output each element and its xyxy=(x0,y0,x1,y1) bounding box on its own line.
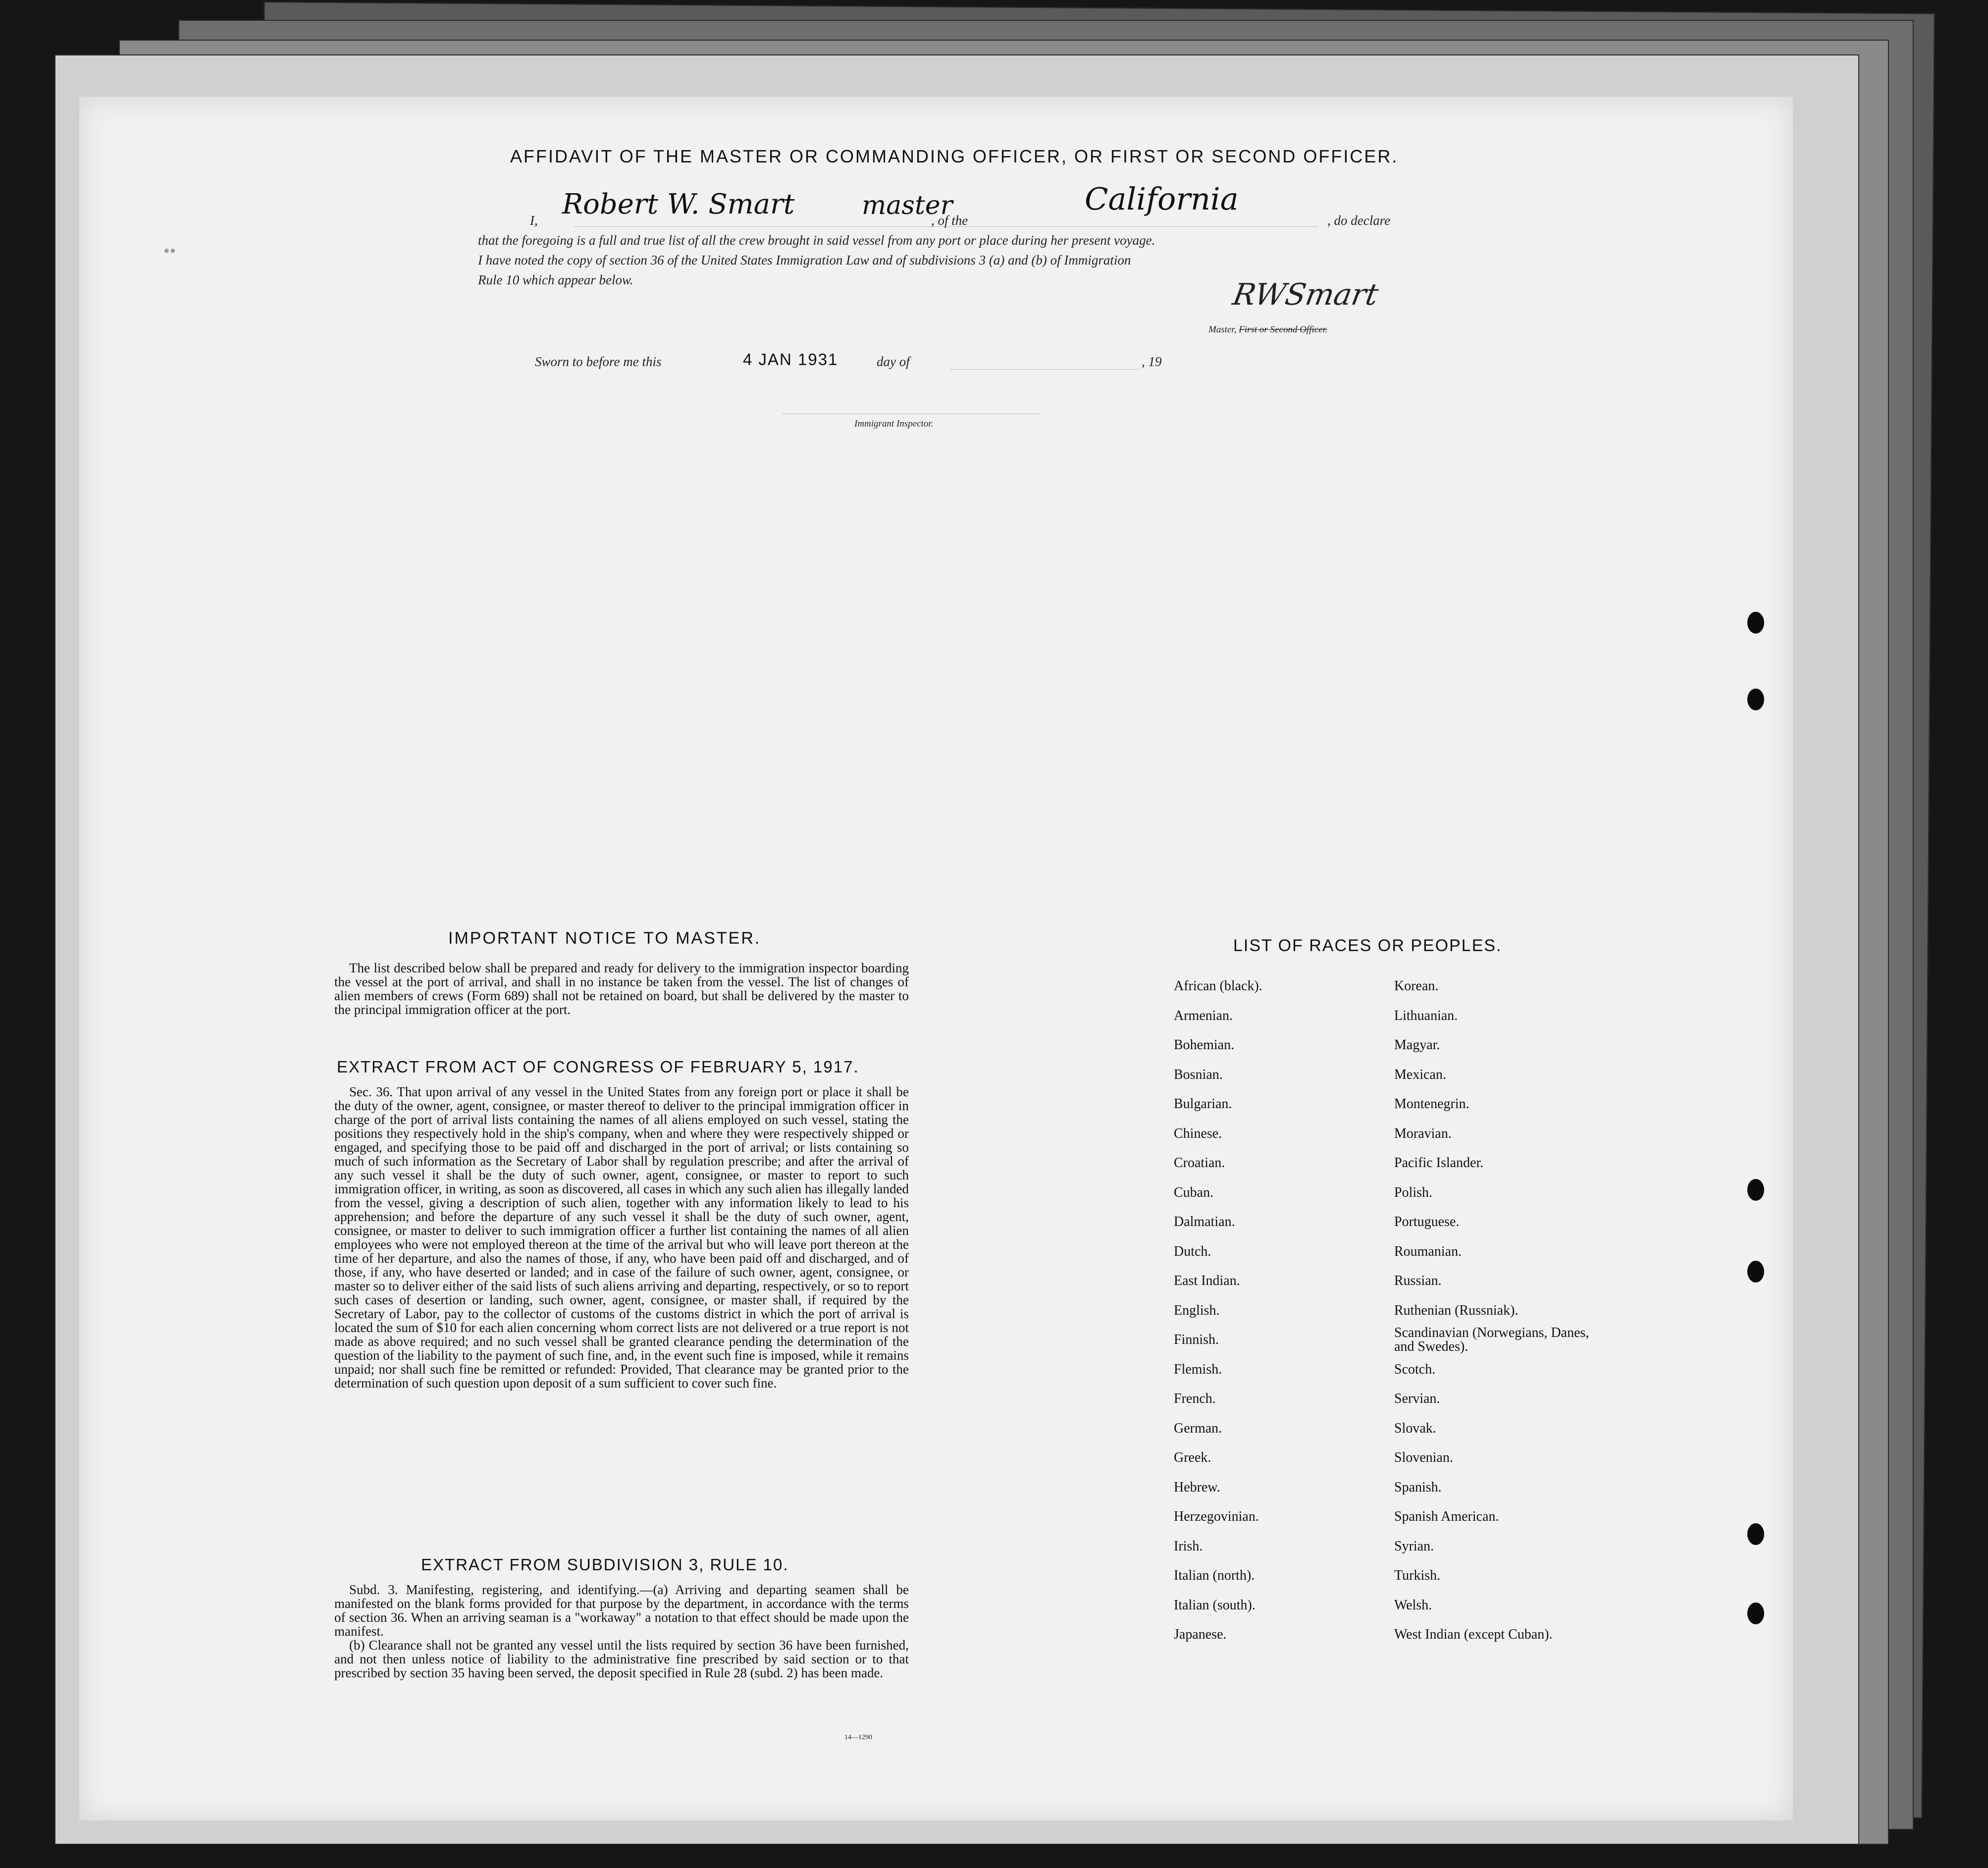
affidavit-line-4: Rule 10 which appear below. xyxy=(478,272,633,287)
race-item: Polish. xyxy=(1394,1184,1433,1200)
extract-act-paragraph: Sec. 36. That upon arrival of any vessel in the United States from any foreign port or place it shall be the duty of the owner, agent, consignee, or master thereof to deliver to the principal immigration officer in charge of the port of arrival lists containing the names of all aliens employed on such vessel, stating the positions they respectively hold in the ship's company, when and where they were respectively shipped or engaged, and specifying those to be paid off and discharged in the port of arrival; or lists containing so much of such information as the Secretary of Labor shall by regulation prescribe; and after the arrival of any such vessel it shall be the duty of such owner, agent, consignee, or master to report to such immigration officer, in writing, as soon as discovered, all cases in which any such alien has illegally landed from the vessel, giving a description of such alien, together with any information likely to lead to his apprehension; and before the departure of any such vessel it shall be the duty of such owner, agent, consignee, or master to deliver to such immigration officer a further list containing the names of all alien employees who were not employed thereon at the time of the arrival but who will leave port thereon at the time of her departure, and also the names of those, if any, who have been paid off and discharged, and of those, if any, who have deserted or landed; and in case of the failure of such owner, agent, consignee, or master so to deliver either of the said lists of such aliens arriving and departing, respectively, or so to report such cases of desertion or landing, such owner, agent, consignee, or master shall, if required by the Secretary of Labor, pay to the collector of customs of the customs district in which the port of arrival is located the sum of $10 for each alien concerning whom correct lists are not delivered or a true report is not made as above required; and no such vessel shall be granted clearance pending the determination of the question of the liability to the payment of such fine, and, in the event such fine is imposed, while it remains unpaid; nor shall such fine be remitted or refunded: Provided, That clearance may be granted prior to the determination of such question upon deposit of a sum sufficient to cover such fine. xyxy=(334,1084,909,1390)
punch-hole xyxy=(1747,1523,1764,1545)
race-item: English. xyxy=(1174,1302,1220,1318)
race-item: Korean. xyxy=(1394,978,1439,994)
punch-hole xyxy=(1747,1602,1764,1624)
race-item: Servian. xyxy=(1394,1391,1440,1406)
punch-hole xyxy=(1747,1261,1764,1282)
inspector-caption: Immigrant Inspector. xyxy=(854,419,934,429)
race-item: Welsh. xyxy=(1394,1597,1432,1613)
race-item: East Indian. xyxy=(1174,1273,1240,1288)
race-item: Croatian. xyxy=(1174,1155,1225,1171)
race-item: Moravian. xyxy=(1394,1125,1452,1141)
race-item: Italian (south). xyxy=(1174,1597,1256,1613)
sworn-prefix: Sworn to before me this xyxy=(535,354,662,369)
sworn-day-of: day of xyxy=(877,354,910,369)
race-item: Bosnian. xyxy=(1174,1067,1223,1082)
signature-caption xyxy=(1208,324,1328,335)
race-item: Bulgarian. xyxy=(1174,1096,1232,1112)
races-title: LIST OF RACES OR PEOPLES. xyxy=(1233,936,1502,955)
race-item: Dutch. xyxy=(1174,1243,1211,1259)
race-item: Scotch. xyxy=(1394,1361,1436,1377)
race-item: Russian. xyxy=(1394,1273,1442,1288)
form-number: 14—1290 xyxy=(844,1734,872,1741)
extract-rule-paragraph-b: (b) Clearance shall not be granted any vessel until the lists required by section 36 have been furnished, and not then unless notice of liability to the administrative fine prescribed by said section or to that prescribed by section 35 having been served, the deposit specified in Rule 28 (subd. 2) has been made. xyxy=(334,1638,909,1680)
caption-struck-officer: First or Second Officer. xyxy=(1239,324,1328,335)
month-line xyxy=(951,369,1139,370)
affidavit-line-2: that the foregoing is a full and true list of all the crew brought in said vessel from any port or place during her present voyage. xyxy=(478,233,1155,248)
extract-rule-text xyxy=(334,1583,909,1680)
punch-hole xyxy=(1747,689,1764,710)
notice-text xyxy=(334,961,909,1016)
extract-rule-paragraph-a: Subd. 3. Manifesting, registering, and identifying.—(a) Arriving and departing seamen shall be manifested on the blank forms provided for that purpose by the department, in accordance with the terms of section 36. When an arriving seaman is a "workaway" a notation to that effect should be made upon the manifest. xyxy=(334,1582,909,1639)
extract-act-title: EXTRACT FROM ACT OF CONGRESS OF FEBRUARY 5, 1917. xyxy=(337,1058,859,1076)
officer-title: master xyxy=(862,191,953,220)
race-item: Lithuanian. xyxy=(1394,1008,1458,1023)
race-item: Turkish. xyxy=(1394,1568,1441,1583)
date-stamp: 4 JAN 1931 xyxy=(743,350,838,369)
race-item: French. xyxy=(1174,1391,1216,1406)
bleed-through-mark: •• xyxy=(163,241,176,261)
race-item: Flemish. xyxy=(1174,1361,1222,1377)
race-item: Pacific Islander. xyxy=(1394,1155,1484,1171)
race-item: Spanish American. xyxy=(1394,1509,1499,1524)
race-item: Scandinavian (Norwegians, Danes, and Swedes). xyxy=(1394,1325,1589,1354)
notice-paragraph: The list described below shall be prepared and ready for delivery to the immigration inspector boarding the vessel at the port of arrival, and shall in no instance be taken from the vessel. The list of changes of alien members of crews (Form 689) shall not be retained on board, but shall be delivered by the master to the principal immigration officer at the port. xyxy=(334,961,909,1017)
race-item: Portuguese. xyxy=(1394,1214,1460,1229)
race-item: Dalmatian. xyxy=(1174,1214,1235,1229)
master-signature: RWSmart xyxy=(1230,277,1381,312)
affidavit-pre-name: I, xyxy=(530,213,538,228)
name-line xyxy=(575,226,1317,227)
affidavit-do-declare: , do declare xyxy=(1327,213,1391,228)
notice-title: IMPORTANT NOTICE TO MASTER. xyxy=(448,929,761,948)
race-item: Roumanian. xyxy=(1394,1243,1462,1259)
race-item: Ruthenian (Russniak). xyxy=(1394,1302,1518,1318)
affidavit-title: AFFIDAVIT OF THE MASTER OR COMMANDING OFFICER, OR FIRST OR SECOND OFFICER. xyxy=(510,146,1399,166)
race-item: Montenegrin. xyxy=(1394,1096,1469,1112)
race-item: Japanese. xyxy=(1174,1627,1227,1642)
race-item: Italian (north). xyxy=(1174,1568,1255,1583)
race-item: German. xyxy=(1174,1420,1222,1436)
race-item: Hebrew. xyxy=(1174,1479,1220,1495)
race-item: Mexican. xyxy=(1394,1067,1446,1082)
race-item: Magyar. xyxy=(1394,1037,1440,1053)
master-name: Robert W. Smart xyxy=(562,188,795,220)
race-item: Armenian. xyxy=(1174,1008,1233,1023)
race-item: Greek. xyxy=(1174,1450,1211,1465)
race-item: Bohemian. xyxy=(1174,1037,1235,1053)
race-item: Chinese. xyxy=(1174,1125,1222,1141)
punch-hole xyxy=(1747,1179,1764,1201)
race-item: West Indian (except Cuban). xyxy=(1394,1627,1553,1642)
affidavit-of-the: , of the xyxy=(931,213,968,228)
extract-rule-title: EXTRACT FROM SUBDIVISION 3, RULE 10. xyxy=(421,1555,789,1574)
race-item: Syrian. xyxy=(1394,1538,1434,1554)
race-item: Cuban. xyxy=(1174,1184,1214,1200)
race-item: Irish. xyxy=(1174,1538,1203,1554)
extract-act-text xyxy=(334,1085,909,1390)
race-item: Herzegovinian. xyxy=(1174,1509,1259,1524)
race-item: African (black). xyxy=(1174,978,1262,994)
caption-master: Master, xyxy=(1208,324,1237,335)
affidavit-line-3: I have noted the copy of section 36 of the United States Immigration Law and of subdivisions 3 (a) and (b) of Immigration xyxy=(478,253,1131,267)
vessel-name: California xyxy=(1085,181,1239,217)
race-item: Spanish. xyxy=(1394,1479,1442,1495)
race-item: Slovak. xyxy=(1394,1420,1436,1436)
manifest-page xyxy=(79,97,1793,1820)
race-item: Slovenian. xyxy=(1394,1450,1453,1465)
sworn-year: , 19 xyxy=(1142,354,1162,369)
punch-hole xyxy=(1747,612,1764,634)
race-item: Finnish. xyxy=(1174,1332,1219,1347)
